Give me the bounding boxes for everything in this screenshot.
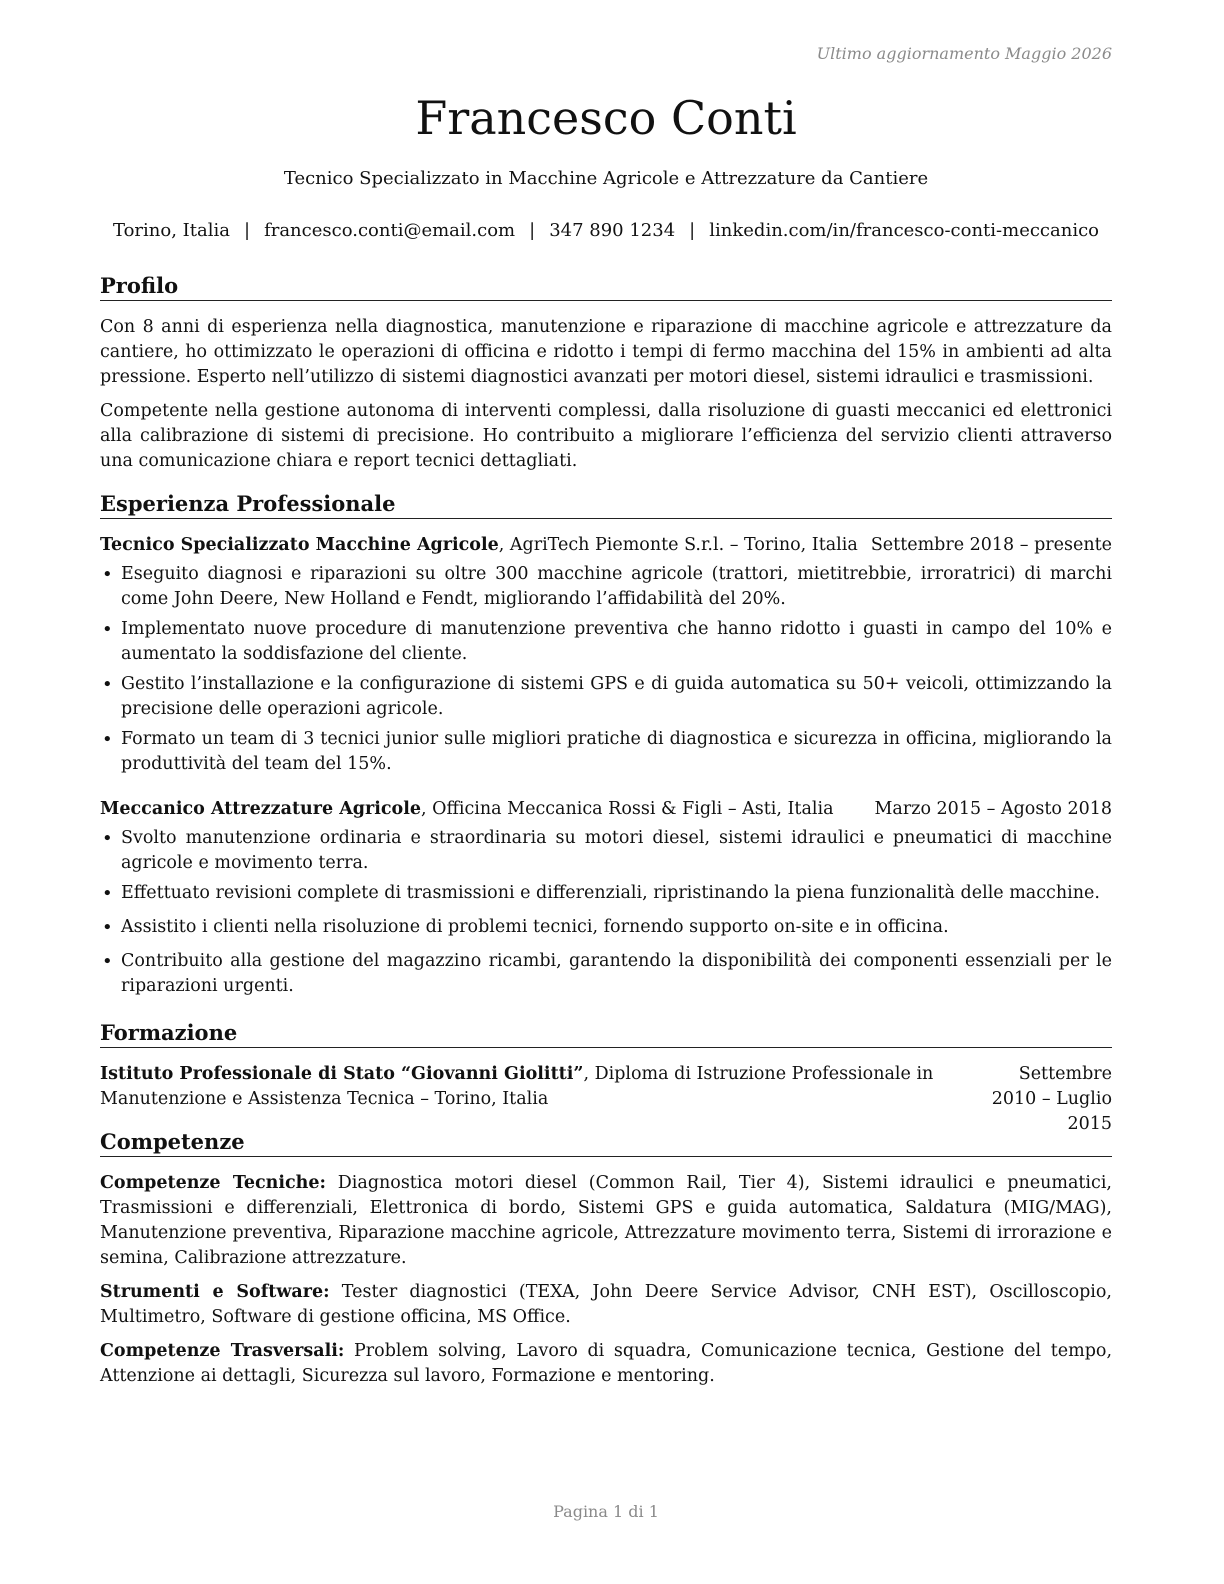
education-detail: , Diploma di Istruzione Professionale in Manutenzione e Assistenza Tecnica – Torino, Italia	[100, 1064, 934, 1109]
resume-page	[100, 0, 1112, 1584]
list-item: • Contribuito alla gestione del magazzino ricambi, garantendo la disponibilità dei componenti essenziali per le riparazioni urgenti.	[100, 949, 1112, 999]
candidate-title: Tecnico Specializzato in Macchine Agricole e Attrezzature da Cantiere	[283, 168, 929, 189]
contact-phone[interactable]: 347 890 1234	[549, 220, 676, 241]
separator: |	[689, 220, 696, 241]
skill-text: Problem solving, Lavoro di squadra, Comunicazione tecnica, Gestione del tempo, Attenzione ai dettagli, Sicurezza sul lavoro, Formazione e mentoring.	[100, 1341, 1113, 1386]
section-title: Competenze	[100, 1128, 1112, 1157]
profile-paragraph: Con 8 anni di esperienza nella diagnostica, manutenzione e riparazione di macchine agricole e attrezzature da cantiere, ho ottimizzato le operazioni di officina e ridotto i tempi di fermo macchina del 15% in ambienti ad alta pressione. Esperto nell’utilizzo di sistemi diagnostici avanzati per motori diesel, sistemi idraulici e trasmissioni.	[100, 317, 1112, 387]
job-bullets	[100, 826, 1112, 999]
job-entry	[100, 797, 1112, 999]
skills-section	[100, 1128, 1112, 1398]
list-item: • Gestito l’installazione e la configurazione di sistemi GPS e di guida automatica su 50+ veicoli, ottimizzando la precisione delle operazioni agricole.	[100, 672, 1112, 722]
list-item: • Effettuato revisioni complete di trasmissioni e differenziali, ripristinando la piena funzionalità delle macchine.	[100, 881, 1112, 906]
section-title: Profilo	[100, 272, 1112, 301]
list-item: • Formato un team di 3 tecnici junior sulle migliori pratiche di diagnostica e sicurezza in officina, migliorando la produttività del team del 15%.	[100, 727, 1112, 777]
job-company: , Officina Meccanica Rossi & Figli – Asti, Italia	[421, 799, 834, 819]
job-dates: Settembre 2018 – presente	[870, 535, 1112, 555]
skill-group	[100, 1339, 1112, 1389]
job-header	[100, 533, 1112, 558]
education-section	[100, 1019, 1112, 1137]
job-bullets	[100, 562, 1112, 777]
section-title: Formazione	[100, 1019, 1112, 1048]
last-updated: Ultimo aggiornamento Maggio 2026	[816, 44, 1112, 63]
contact-linkedin[interactable]: linkedin.com/in/francesco-conti-meccanico	[709, 220, 1100, 241]
education-entry	[100, 1062, 1112, 1137]
list-item: • Eseguito diagnosi e riparazioni su oltre 300 macchine agricole (trattori, mietitrebbie, irroratrici) di marchi come John Deere, New Holland e Fendt, migliorando l’affidabilità del 20%.	[100, 562, 1112, 612]
education-school: Istituto Professionale di Stato “Giovanni Giolitti”	[100, 1064, 584, 1084]
section-title: Esperienza Professionale	[100, 490, 1112, 519]
candidate-name: Francesco Conti	[415, 91, 797, 145]
skill-group	[100, 1171, 1112, 1271]
job-role: Tecnico Specializzato Macchine Agricole	[100, 535, 499, 555]
page-number: Pagina 1 di 1	[553, 1502, 659, 1521]
separator: |	[529, 220, 536, 241]
contact-line	[100, 218, 1112, 244]
skill-label: Competenze Tecniche:	[100, 1173, 326, 1193]
skill-group	[100, 1280, 1112, 1330]
job-entry	[100, 533, 1112, 777]
job-company: , AgriTech Piemonte S.r.l. – Torino, Italia	[498, 535, 858, 555]
profile-paragraph: Competente nella gestione autonoma di interventi complessi, dalla risoluzione di guasti meccanici ed elettronici alla calibrazione di sistemi di precisione. Ho contribuito a migliorare l’efficienza del servizio clienti attraverso una comunicazione chiara e report tecnici dettagliati.	[100, 401, 1112, 471]
job-header	[100, 797, 1112, 822]
contact-location: Torino, Italia	[112, 220, 230, 241]
experience-section	[100, 490, 1112, 1004]
list-item: • Assistito i clienti nella risoluzione di problemi tecnici, fornendo supporto on-site e in officina.	[100, 915, 1112, 940]
contact-email[interactable]: francesco.conti@email.com	[264, 220, 516, 241]
profile-section	[100, 272, 1112, 474]
job-role: Meccanico Attrezzature Agricole	[100, 799, 421, 819]
skill-label: Competenze Trasversali:	[100, 1341, 345, 1361]
skill-text: Diagnostica motori diesel (Common Rail, Tier 4), Sistemi idraulici e pneumatici, Trasmissioni e differenziali, Elettronica di bordo, Sistemi GPS e guida automatica, Saldatura (MIG/MAG), Manutenzione preventiva, Riparazione macchine agricole, Attrezzature movimento terra, Sistemi di irrorazione e semina, Calibrazione attrezzature.	[100, 1173, 1112, 1268]
job-dates: Marzo 2015 – Agosto 2018	[874, 799, 1112, 819]
separator: |	[243, 220, 251, 241]
list-item: • Implementato nuove procedure di manutenzione preventiva che hanno ridotto i guasti in campo del 10% e aumentato la soddisfazione del cliente.	[100, 617, 1112, 667]
list-item: • Svolto manutenzione ordinaria e straordinaria su motori diesel, sistemi idraulici e pneumatici di macchine agricole e movimento terra.	[100, 826, 1112, 876]
skill-text: Tester diagnostici (TEXA, John Deere Service Advisor, CNH EST), Oscilloscopio, Multimetro, Software di gestione officina, MS Office.	[100, 1282, 1112, 1327]
education-dates: Settembre 2010 – Luglio 2015	[991, 1064, 1112, 1134]
skill-label: Strumenti e Software:	[100, 1282, 330, 1302]
